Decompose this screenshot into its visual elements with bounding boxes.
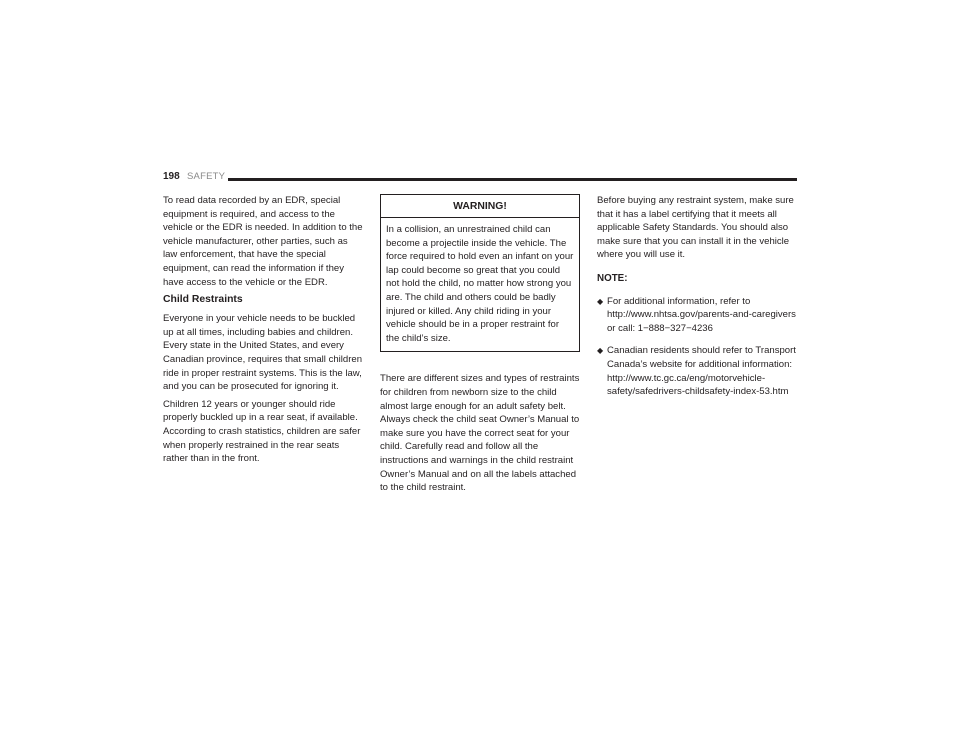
warning-box <box>380 194 580 352</box>
header-rule <box>228 178 797 181</box>
list-item <box>597 344 797 398</box>
warning-body <box>381 218 579 351</box>
warning-title: WARNING! <box>381 195 579 218</box>
column-right <box>597 194 797 408</box>
restraint-types-paragraph: There are different sizes and types of restraints for children from newborn size to the child almost large enough for an adult safety belt. Always check the child seat Owner’s Manual to make sure you have the correct seat for your child. Carefully read and follow all the instructions and warnings in the child restraint Owner’s Manual and on all the labels attached to the child restraint. <box>380 373 580 494</box>
list-item <box>597 295 797 336</box>
diamond-bullet-icon: ◆ <box>597 346 604 356</box>
child-restraints-paragraph-1: Everyone in your vehicle needs to be buckled up at all times, including babies and children. Every state in the United States, and every Canadian province, requires that small children ride in proper restraint systems. This is the law, and you can be prosecuted for ignoring it. <box>163 313 362 393</box>
column-middle <box>380 194 580 499</box>
diamond-bullet-icon: ◆ <box>597 296 604 306</box>
warning-text: In a collision, an unrestrained child can become a projectile inside the vehicle. The force required to hold even an infant on your lap could become so great that you could not hold the child, no matter how strong you are. The child and others could be badly injured or killed. Any child riding in your vehicle should be in a proper restraint for the child’s size. <box>386 224 574 344</box>
page-number: 198 <box>163 171 180 182</box>
note-bullet-text: For additional information, refer to http://www.nhtsa.gov/parents-and-caregivers or call: 1−888−327−4236 <box>607 295 796 334</box>
page-header <box>163 170 797 186</box>
section-name: SAFETY <box>187 171 226 182</box>
child-restraints-paragraph-2: Children 12 years or younger should ride properly buckled up in a rear seat, if available. According to crash statistics, children are safer when properly restrained in the rear seats rather than in the front. <box>163 398 361 465</box>
buying-paragraph: Before buying any restraint system, make sure that it has a label certifying that it meets all applicable Safety Standards. You should also make sure that you can install it in the vehicle where you will use it. <box>597 195 794 261</box>
note-bullet-text: Canadian residents should refer to Transport Canada’s website for additional information: http://www.tc.gc.ca/eng/motorvehicle-safety/safedrivers-childsafety-index-53.htm <box>607 345 796 398</box>
note-label: NOTE: <box>597 272 628 284</box>
column-left <box>163 194 363 470</box>
section-heading: Child Restraints <box>163 294 243 306</box>
edr-paragraph: To read data recorded by an EDR, special equipment is required, and access to the vehicle or the EDR is needed. In addition to the vehicle manufacturer, other parties, such as law enforcement, that have the special equipment, can read the information if they have access to the vehicle or the EDR. <box>163 195 363 288</box>
